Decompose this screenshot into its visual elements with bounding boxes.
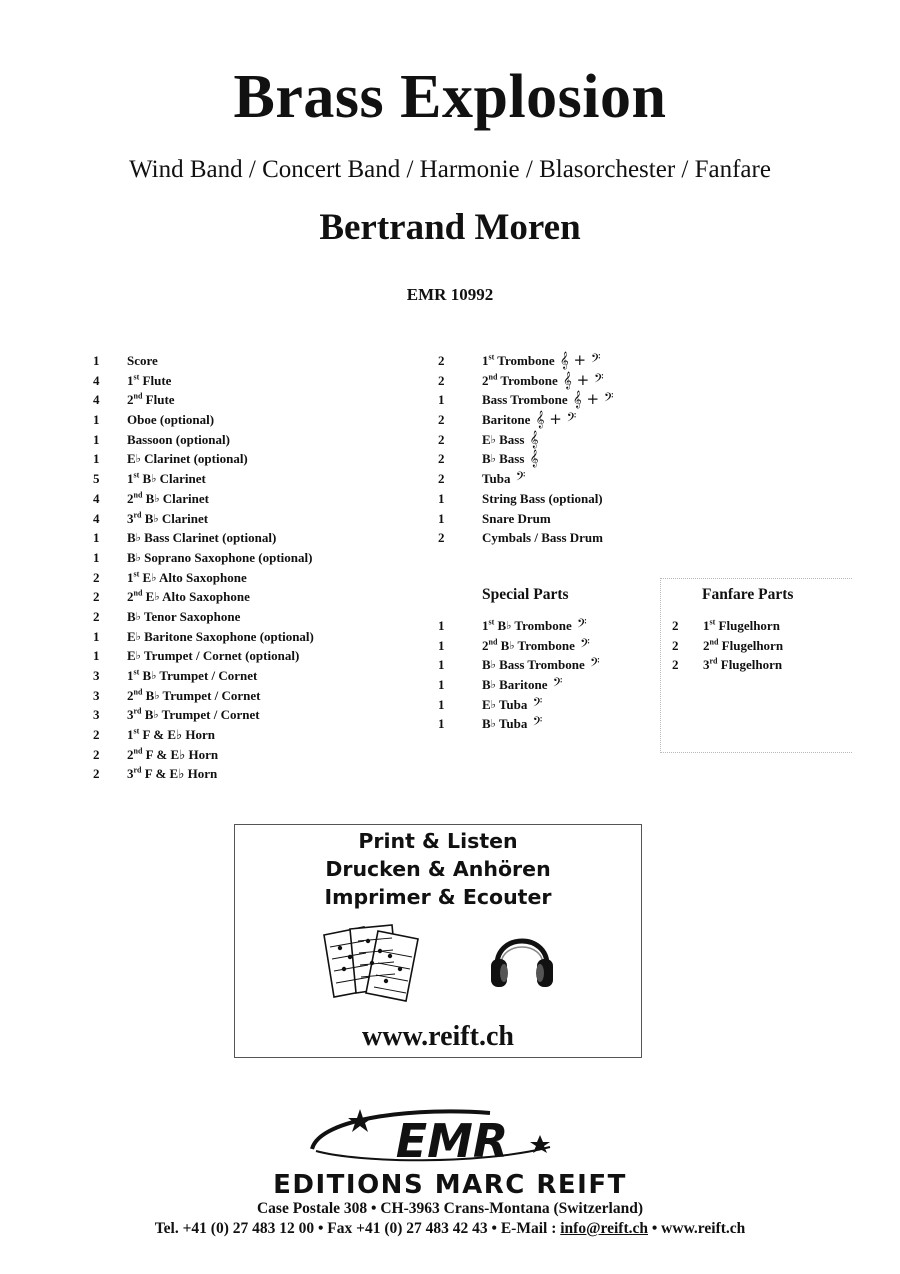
clef-icon: 𝄢 [552, 675, 563, 694]
part-row [438, 390, 613, 410]
fanfare-parts-list [672, 616, 783, 675]
part-row [93, 646, 314, 666]
ensemble-subtitle: Wind Band / Concert Band / Harmonie / Blasorchester / Fanfare [129, 156, 771, 183]
part-name: 3rd F & E♭ Horn [127, 766, 218, 782]
part-name: 1st F & E♭ Horn [127, 726, 215, 743]
part-quantity: 1 [93, 648, 100, 664]
part-name: String Bass (optional) [482, 490, 603, 506]
catalog-number: EMR 10992 [406, 285, 494, 304]
part-name: 1st B♭ Clarinet [127, 470, 206, 487]
part-name: B♭ Bass 𝄞 [482, 449, 539, 468]
part-row [438, 616, 600, 636]
part-quantity: 1 [93, 353, 100, 368]
part-row [93, 410, 314, 430]
part-quantity: 1 [93, 628, 100, 644]
part-name: 1st E♭ Alto Saxophone [127, 569, 247, 585]
part-row [93, 686, 314, 706]
part-quantity: 2 [93, 608, 100, 624]
part-name: E♭ Clarinet (optional) [127, 451, 248, 467]
part-row [93, 469, 314, 489]
part-row [93, 568, 314, 588]
part-row [438, 695, 600, 715]
part-name: 3rd Flugelhorn [703, 657, 783, 673]
clef-icon: 𝄢 [515, 469, 526, 488]
part-name: 1st Flute [127, 372, 172, 388]
clef-icon: 𝄞 + 𝄢 [572, 390, 614, 409]
part-quantity: 2 [438, 451, 445, 467]
part-name: Snare Drum [482, 510, 551, 526]
clef-icon: 𝄢 [532, 714, 543, 733]
part-row [93, 745, 314, 765]
part-row [93, 627, 314, 647]
part-quantity: 1 [93, 451, 100, 467]
part-name: E♭ Baritone Saxophone (optional) [127, 628, 314, 644]
publisher-name: EDITIONS MARC REIFT [273, 1170, 627, 1200]
part-row [672, 636, 783, 656]
part-name: 2nd B♭ Trumpet / Cornet [127, 687, 261, 703]
parts-list-left [93, 351, 314, 784]
part-quantity: 2 [93, 569, 100, 585]
part-quantity: 2 [672, 657, 679, 673]
clef-icon: 𝄞 + 𝄢 [559, 351, 601, 369]
part-name: B♭ Baritone 𝄢 [482, 675, 563, 694]
part-row [438, 410, 613, 430]
part-name: Bassoon (optional) [127, 431, 230, 447]
part-name: 1st B♭ Trombone 𝄢 [482, 616, 587, 634]
print-listen-line-fr: Imprimer & Ecouter [324, 885, 552, 909]
part-quantity: 3 [93, 707, 100, 723]
part-name: B♭ Tenor Saxophone [127, 608, 241, 624]
contact-phone-fax: Tel. +41 (0) 27 483 12 00 • Fax +41 (0) 27 483 42 43 • E-Mail : [154, 1220, 561, 1237]
part-quantity: 3 [93, 687, 100, 703]
part-name: 2nd Trombone 𝄞 + 𝄢 [482, 370, 604, 389]
part-row [438, 489, 613, 509]
part-quantity: 2 [438, 412, 445, 428]
part-name: B♭ Bass Trombone 𝄢 [482, 655, 600, 674]
part-row [93, 548, 314, 568]
publisher-contact [0, 1220, 900, 1238]
part-quantity: 3 [93, 668, 100, 683]
special-parts-list [438, 616, 600, 734]
part-row [93, 666, 314, 686]
part-name: 2nd Flugelhorn [703, 637, 784, 653]
part-row [438, 509, 613, 529]
part-name: B♭ Soprano Saxophone (optional) [127, 549, 313, 565]
part-quantity: 4 [93, 490, 100, 506]
part-name: B♭ Bass Clarinet (optional) [127, 530, 277, 546]
clef-icon: 𝄞 + 𝄢 [535, 410, 577, 429]
part-row [93, 587, 314, 607]
part-row [672, 616, 783, 636]
part-name: Oboe (optional) [127, 412, 215, 428]
part-name: 3rd B♭ Trumpet / Cornet [127, 707, 260, 723]
part-quantity: 1 [93, 549, 100, 565]
part-row [93, 430, 314, 450]
part-name: 1st Trombone 𝄞 + 𝄢 [482, 351, 601, 369]
part-quantity: 1 [93, 530, 100, 546]
part-name: 1st Flugelhorn [703, 617, 780, 633]
part-row [672, 655, 783, 675]
part-name: Baritone 𝄞 + 𝄢 [482, 410, 577, 429]
part-quantity: 1 [438, 677, 445, 693]
special-parts-heading: Special Parts [482, 586, 569, 603]
part-row [438, 351, 613, 371]
part-name: Cymbals / Bass Drum [482, 530, 603, 546]
print-listen-line-en: Print & Listen [358, 829, 518, 853]
part-quantity: 2 [93, 589, 100, 605]
email-link[interactable]: info@reift.ch [560, 1220, 648, 1237]
part-quantity: 1 [93, 412, 100, 428]
clef-icon: 𝄞 [529, 429, 539, 448]
part-quantity: 1 [438, 637, 445, 653]
part-row [438, 449, 613, 469]
part-quantity: 1 [438, 618, 445, 633]
part-quantity: 2 [93, 746, 100, 762]
contact-website[interactable]: • www.reift.ch [648, 1220, 746, 1237]
part-row [438, 636, 600, 656]
part-row [438, 714, 600, 734]
part-row [93, 390, 314, 410]
publisher-address: Case Postale 308 • CH-3963 Crans-Montana (Switzerland) [256, 1200, 643, 1217]
website-link[interactable]: www.reift.ch [362, 1021, 514, 1052]
part-row [93, 705, 314, 725]
part-row [438, 675, 600, 695]
part-row [93, 607, 314, 627]
part-name: 2nd E♭ Alto Saxophone [127, 588, 250, 605]
part-name: 2nd B♭ Clarinet [127, 490, 209, 506]
part-row [93, 489, 314, 509]
part-quantity: 1 [438, 716, 445, 732]
part-name: 2nd Flute [127, 392, 175, 408]
part-quantity: 2 [438, 431, 445, 447]
part-quantity: 2 [672, 637, 679, 653]
part-quantity: 1 [93, 431, 100, 447]
clef-icon: 𝄢 [589, 655, 600, 674]
emr-logo [300, 1105, 600, 1169]
part-quantity: 2 [672, 618, 679, 633]
part-name: E♭ Tuba 𝄢 [482, 694, 543, 713]
part-quantity: 4 [93, 510, 100, 526]
part-row [438, 430, 613, 450]
logo-text: EMR [395, 1114, 509, 1168]
part-quantity: 2 [438, 471, 445, 487]
part-name: 3rd B♭ Clarinet [127, 510, 209, 526]
part-quantity: 1 [438, 490, 445, 506]
part-name: 2nd F & E♭ Horn [127, 746, 219, 762]
part-row [93, 371, 314, 391]
part-row [93, 449, 314, 469]
part-quantity: 2 [93, 766, 100, 782]
part-quantity: 2 [438, 353, 445, 368]
clef-icon: 𝄢 [532, 694, 543, 713]
part-quantity: 2 [438, 372, 445, 388]
part-name: B♭ Tuba 𝄢 [482, 714, 543, 733]
part-row [438, 469, 613, 489]
part-name: 1st B♭ Trumpet / Cornet [127, 667, 258, 683]
parts-list-right [438, 351, 613, 548]
clef-icon: 𝄢 [580, 635, 590, 654]
part-name: Score [127, 353, 158, 368]
part-quantity: 1 [438, 657, 445, 673]
fanfare-parts-heading: Fanfare Parts [702, 586, 794, 603]
headphones-icon [487, 921, 557, 993]
part-quantity: 2 [438, 530, 445, 546]
part-name: E♭ Trumpet / Cornet (optional) [127, 648, 300, 664]
print-listen-line-de: Drucken & Anhören [325, 857, 551, 881]
part-quantity: 5 [93, 471, 100, 487]
sheet-music-icon [320, 921, 430, 1003]
part-name: 2nd B♭ Trombone 𝄢 [482, 635, 590, 654]
part-quantity: 4 [93, 372, 100, 388]
part-quantity: 1 [438, 696, 445, 712]
composer-name: Bertrand Moren [319, 207, 581, 248]
clef-icon: 𝄞 [529, 449, 539, 468]
part-row [93, 509, 314, 529]
clef-icon: 𝄞 + 𝄢 [562, 370, 604, 389]
part-name: Tuba 𝄢 [482, 469, 526, 488]
part-row [93, 528, 314, 548]
print-listen-box[interactable] [234, 824, 642, 1058]
score-title: Brass Explosion [233, 63, 667, 131]
part-row [438, 528, 613, 548]
part-row [93, 351, 314, 371]
part-quantity: 1 [438, 392, 445, 408]
part-quantity: 1 [438, 510, 445, 526]
clef-icon: 𝄢 [576, 616, 587, 634]
part-row [93, 725, 314, 745]
part-quantity: 2 [93, 727, 100, 743]
part-name: E♭ Bass 𝄞 [482, 429, 539, 448]
part-row [93, 764, 314, 784]
part-row [438, 655, 600, 675]
part-name: Bass Trombone 𝄞 + 𝄢 [482, 390, 614, 409]
part-row [438, 371, 613, 391]
part-quantity: 4 [93, 392, 100, 408]
